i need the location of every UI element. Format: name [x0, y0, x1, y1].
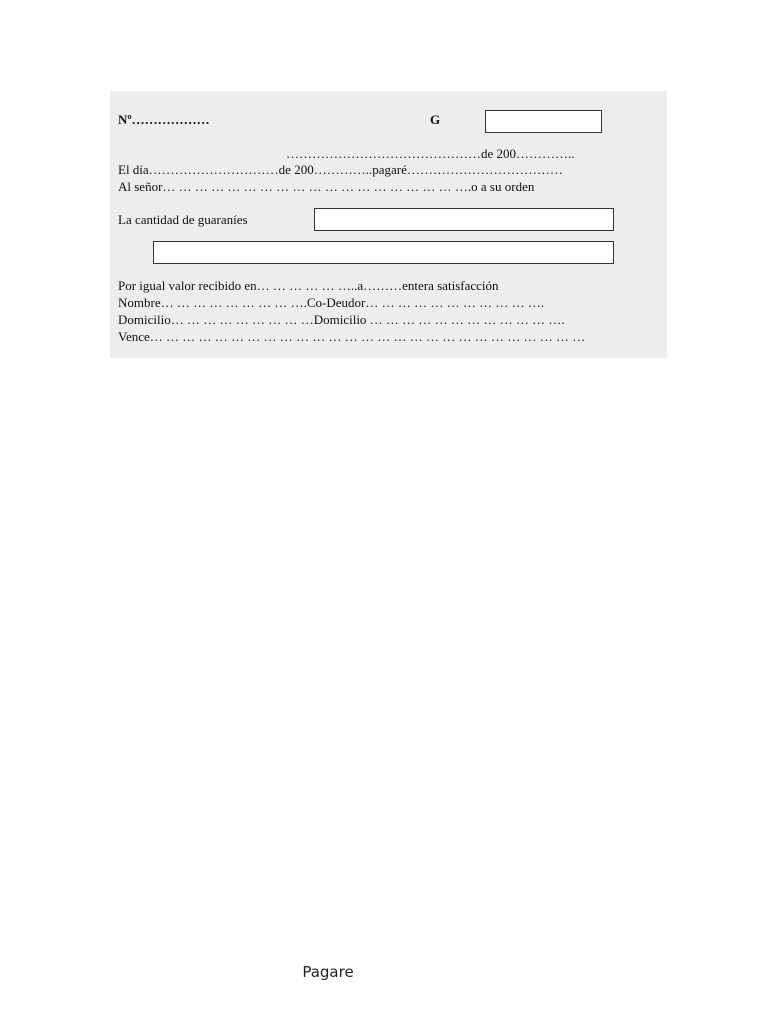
numero-label: Nº……………… [118, 112, 210, 127]
nombre-line: Nombre… … … … … … … … ….Co-Deudor… … … … … … … … … … …. [118, 295, 545, 310]
currency-amount-box[interactable] [485, 110, 602, 133]
vence-line: Vence… … … … … … … … … … … … … … … … … … … … … … … … … … … [118, 329, 586, 344]
document-footer [0, 963, 768, 981]
cantidad-label: La cantidad de guaraníes [118, 212, 248, 227]
document-title: Pagare [302, 963, 354, 981]
cantidad-amount-box[interactable] [314, 208, 614, 231]
pagare-form [110, 91, 667, 358]
valor-line: Por igual valor recibido en… … … … … …..a………entera satisfacción [118, 278, 499, 293]
dia-line: El día…………………………de 200…………..pagaré……………………………… [118, 162, 563, 177]
cantidad-letras-box[interactable] [153, 241, 614, 264]
senor-line: Al señor… … … … … … … … … … … … … … … … … … ….o a su orden [118, 179, 535, 194]
domicilio-line: Domicilio… … … … … … … … …Domicilio … … … … … … … … … … … …. [118, 312, 565, 327]
currency-label: G [430, 112, 441, 127]
fecha-line: ………………………………………de 200………….. [286, 146, 575, 161]
